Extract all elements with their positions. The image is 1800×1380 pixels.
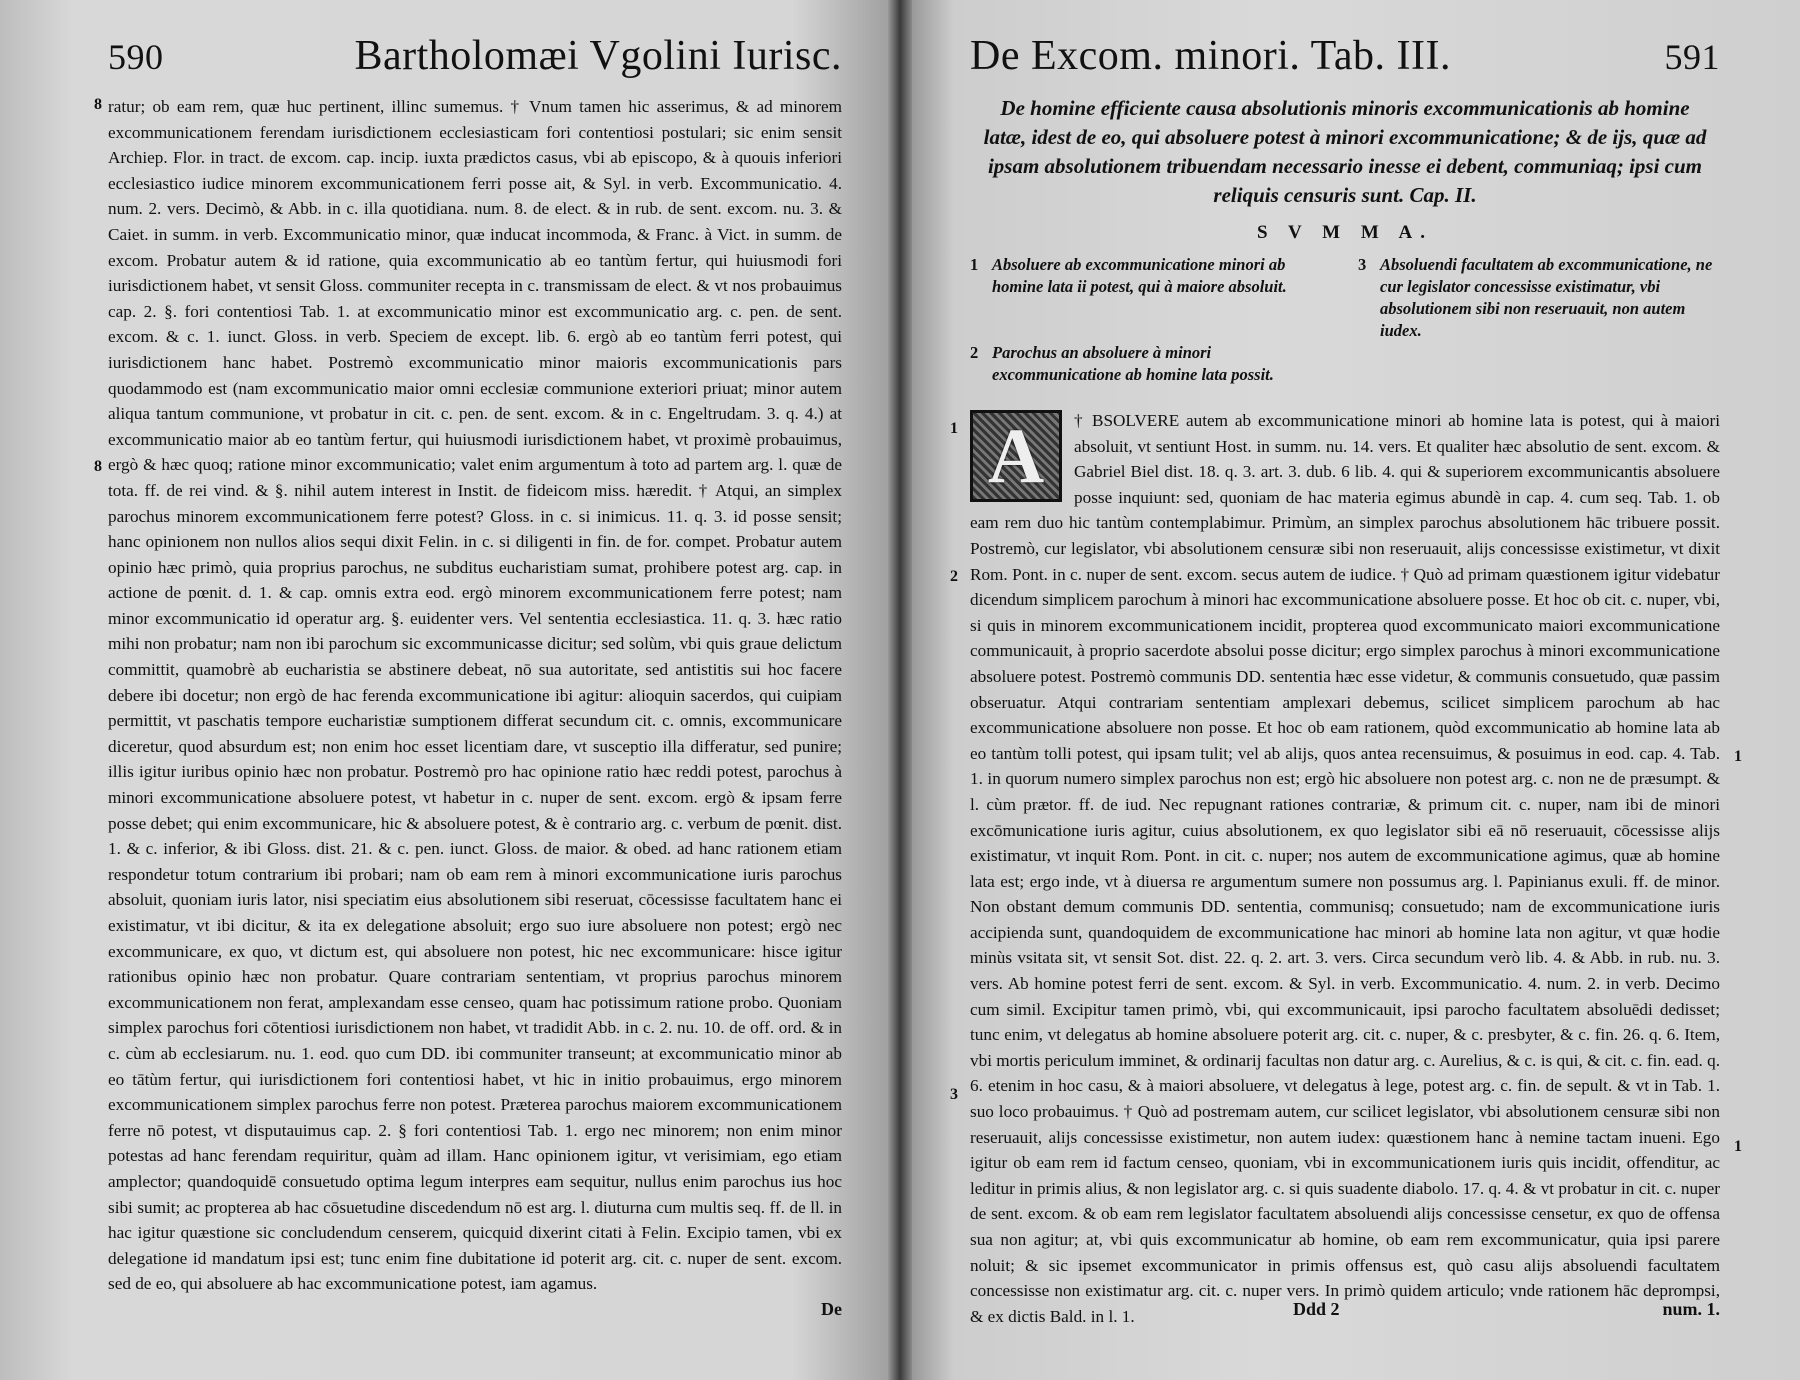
margin-marker: 1 (950, 420, 958, 437)
left-footer (108, 1299, 842, 1320)
summary-list (970, 254, 1720, 386)
summary-text: Absoluendi facultatem ab excommunicatione, ne cur legislator concessisse existimatur, vbi absolutionem sibi non reseruauit, non autem iudex. (1380, 255, 1713, 340)
margin-marker: 8 (94, 458, 102, 475)
right-page-number: 591 (1664, 37, 1720, 77)
summary-number: 1 (970, 255, 979, 274)
right-running-title: De Excom. minori. Tab. III. (970, 33, 1451, 79)
left-paragraph: ratur; ob eam rem, quæ huc pertinent, illinc sumemus. † Vnum tamen hic asserimus, & ad minorem excommunicationem ferendam iurisdictionem ecclesiasticam fori contentiosi postulari; sic enim sensit Archiep. Flor. in tract. de excom. cap. incip. iuxta prædictos casus, vbi ab episcopo, & à quouis inferiori ecclesiastico iudice minorem excommunicationem ferri posse ait, & Syl. in verb. Excommunicatio. 4. num. 2. vers. Decimò, & Abb. in c. illa quotidiana. num. 8. de elect. & in rub. de sent. excom. nu. 3. & Caiet. in summ. in verb. Excommunicatio minor, quæ inducat incommoda, & Franc. à Vict. in summ. de excom. Probatur autem & id ratione, quia excommunicatio ab eo tantùm fertur, qui huiusmodi fori iurisdictionem habet, vt sensit Gloss. communiter recepta in c. transmissam de elect. & vt nos probauimus cap. 2. §. fori contentiosi Tab. 1. at excommunicatio minor est excommunicatio arg. c. pen. de sent. excom. & c. 1. iunct. Gloss. in verb. Speciem de except. lib. 6. ergò ab eo tantùm ferri potest, qui iurisdictionem hanc habet. Postremò excommunicatio minor maioris excommunicationis pars quodammodo est (nam excommunicatio maior omni ecclesiæ communione exteriori priuat; minor autem aliqua tantum communione, vt probatur in cit. c. pen. de sent. excom. & in c. Engeltrudam. 3. q. 4.) at excommunicatio maior ab eo tantùm fertur, qui huiusmodi iurisdictionem habet, vt proximè probauimus, ergò & hæc quoq; ratione minor excommunicatio; valet enim argumentum à toto ad partem arg. l. quæ de tota. ff. de rei vind. & §. nihil autem interest in Instit. de fideicom miss. hæredit. † Atqui, an simplex parochus minorem excommunicationem ferre potest? Gloss. in c. si inimicus. 11. q. 3. id posse sensit; hanc opinionem non nullos alios sequi dixit Felin. in c. si diligenti in fin. de for. compet. Probatur autem opinio hæc primò, quia proprius parochus, ne subditus eucharistiam sumat, prohibere potest arg. cap. in actione de pœnit. d. 1. & cap. omnis extra eod. ergò minorem excommunicationem ferre potest; nam minor excommunicatio id operatur arg. §. euidenter vers. Vel sententia ecclesiastica. 11. q. 3. hæc ratio mihi non probatur; nam non ibi parochum sic excommunicasse dicitur; sed solùm, vbi quis graue delictum committit, quamobrè ab eucharistia se abstinere debeat, nō sua autoritate, sed antistitis sui hoc facere debere ibi docetur; non ergò de hac ferenda excommunicatione ibi agitur: alioquin sacerdos, qui cuipiam permittit, vt paschatis tempore eucharistiæ sumptionem differat secundum cit. c. omnis, excommunicare diceretur, quod absurdum est; non enim hoc esset licentiam dare, vt susceptio illa differatur, sed punire; illis igitur iuribus opinio hæc non probatur. Postremò pro hac opinione ratio hæc reddi potest, parochus à minori excommunicatione absoluere potest, vt habetur in c. nuper de sent. excom. ergò & ipsam ferre posse debet; qui enim excommunicare, hic & absoluere potest, & è contrario arg. c. verbum de pœnit. dist. 1. & c. inferior, & ibi Gloss. dist. 21. & c. pen. iunct. Gloss. de maior. & obed. ad hanc rationem etiam respondetur totum contrarium ibi probari; nam ob eam rem à minori excommunicatione iuris parochus absoluit, quoniam iuris lator, nisi speciatim eius absolutionem sibi reseruat, cōcessisse facultatem hanc ei existimatur, vt ibi dicitur, & ita ex delegatione absoluit; ergo suo iure absoluere non potest; ergò nec excommunicare, ex quo, vt dictum est, qui absoluere non potest, hic nec excommunicare: hisce igitur rationibus opinio hæc non probatur. Quare contrariam sententiam, vt proprius parochus minorem excommunicationem non ferat, amplexandam esse censeo, quam hac potissimum ratione probo. Quoniam simplex parochus fori cōtentiosi iurisdictionem non habet, vt tradidit Abb. in c. 2. nu. 10. de off. ord. & in c. cùm ab ecclesiarum. nu. 1. eod. quo cum DD. ibi communiter transeunt; at excommunicatio minor ab eo tātùm fertur, qui iurisdictionem fori contentiosi habet, vt hic in initio probauimus, ergo minorem excommunicationem simplex parochus ferre non potest. Præterea parochus maiorem excommunicationem ferre nō potest, vt disputauimus cap. 2. § fori contentiosi Tab. 1. ergo nec minorem; non enim minor potestas ad hanc ferendam requiritur, quàm ad illam. Hanc opinionem igitur, vt verisimiam, ego etiam amplector; quandoquidē consuetudo optima legum interpres eam sequitur, nullus enim parochus ius hoc sibi sumit; ac propterea ab hac cōsuetudine discedendum nō est arg. l. diuturna cum multis seq. ff. de ll. in hac igitur quæstione sic concludendum censerem, quicquid dixerint citati à Felin. Excipio tamen, vbi ex delegatione id mandatum ipsi est; tunc enim fine dubitatione id poterit arg. cit. c. nuper de sent. excom. sed de eo, qui absoluere ab hac excommunicatione potest, iam agamus. (108, 97, 842, 1294)
left-body-text (108, 94, 842, 1297)
margin-marker: 8 (94, 96, 102, 113)
chapter-heading: De homine efficiente causa absolutionis minoris excommunicationis ab homine latæ, idest de eo, qui absoluere potest à minori excommunicatione; & de ijs, quæ ad ipsam absolutionem tribuendam necessario inesse ei debent, communiaq; ipsi cum reliquis censuris sunt. Cap. II. (983, 96, 1707, 207)
right-running-head (970, 32, 1720, 80)
summary-text: Parochus an absoluere à minori excommunicatione ab homine lata possit. (992, 343, 1274, 384)
left-running-title: Bartholomæi Vgolini Iurisc. (354, 33, 842, 79)
margin-marker: 3 (950, 1086, 958, 1103)
left-running-head (108, 32, 842, 80)
summary-item (970, 342, 1332, 386)
margin-marker: 2 (950, 568, 958, 585)
summary-text: Absoluere ab excommunicatione minori ab homine lata ii potest, qui à maiore absoluit. (992, 255, 1287, 296)
summa-title: S V M M A. (1257, 222, 1433, 243)
margin-marker: 1 (1734, 1138, 1742, 1155)
decorated-initial: A (970, 410, 1062, 502)
left-page-number: 590 (108, 37, 164, 77)
margin-marker: 1 (1734, 748, 1742, 765)
left-catchword: De (821, 1299, 842, 1319)
summary-number: 2 (970, 343, 979, 362)
right-catchword: num. 1. (1662, 1299, 1720, 1319)
book-gutter (888, 0, 912, 1380)
signature-mark: Ddd 2 (1292, 1299, 1340, 1319)
right-body-text (970, 408, 1720, 1329)
summary-number: 3 (1358, 255, 1367, 274)
summary-item (970, 254, 1332, 342)
right-footer (970, 1299, 1720, 1320)
right-page (900, 0, 1800, 1380)
summary-item (1358, 254, 1720, 342)
right-paragraph: † BSOLVERE autem ab excommunicatione minori ab homine lata is potest, qui à maiori absoluit, vt sentiunt Host. in summ. nu. 14. vers. Et qualiter hæc absolutio de sent. excom. & Gabriel Biel dist. 18. q. 3. art. 3. dub. 6 lib. 4. qui & superiorem excommunicantis absoluere posse inquiunt: sed, quoniam de hac materia egimus abundè in cap. 4. cum seq. Tab. 1. ob eam rem duo hic tantùm contemplabimur. Primùm, an simplex parochus absolutionem hāc tribuere possit. Postremò, cur legislator, vbi absolutionem censuræ sibi non reseruauit, alijs concessisse existimetur, vt dixit Rom. Pont. in c. nuper de sent. excom. secus autem de iudice. † Quò ad primam quæstionem igitur videbatur dicendum simplicem parochum à minori hac excommunicatione absoluere posse. Et hoc ob cit. c. nuper, vbi, si quis in minorem excommunicationem incidit, propterea quod excommunicato maiori excommunicatione communicauit, à proprio sacerdote absolui posse dicitur; ergo simplex parochus à minori excommunicatione absoluere potest. Postremò communis DD. sententia hæc esse videtur, & communis consuetudo, quæ passim obseruatur. Atqui contrariam sententiam amplexari debemus, scilicet simplicem parochum ab hac excommunicatione absoluere non posse. Et hoc ob eam rationem, quòd excommunicatio ab homine lata ab eo tantùm tolli potest, qui ipsam tulit; vel ab alijs, quos antea recensuimus, & posuimus in eod. cap. 4. Tab. 1. in quorum numero simplex parochus non est; ergò hic absoluere non potest arg. c. non ne de præsumpt. & l. cùm prætor. ff. de iud. Nec repugnant rationes contrariæ, & primum cit. c. nuper, nam ibi de minori excōmunicatione iuris agitur, cuius absolutionem, ex quo legislator sibi eā nō reseruauit, cōcessisse alijs existimatur, vt inquit Rom. Pont. in cit. c. nuper; nos autem de excommunicatione agimus, quæ ab homine lata est; ergo inde, vt à diuersa re argumentum sumere non possumus arg. l. Papinianus exuli. ff. de minor. Non obstant demum communis DD. sententia, communisq; consuetudo; nam de excommunicatione iuris accipienda sunt, quandoquidem de excommunicatione hac minori ab homine lata non agitur, vt quæ hodie minùs vsitata sit, vt sensit Sot. dist. 22. q. 2. art. 3. vers. Circa secundum verò lib. 4. & Abb. in rub. nu. 3. vers. Ab homine potest ferri de sent. excom. & Syl. in verb. Excommunicatio. 4. num. 2. in verb. Decimo cum simil. Excipitur tamen primò, vbi, qui excommunicauit, ipsi parocho facultatem absoluēdi dedisset; tunc enim, vt delegatus ab homine absoluere poterit arg. cit. c. nuper, & c. presbyter, & c. fin. 26. q. 6. Item, vbi mortis periculum imminet, & ordinarij facultas non datur arg. c. Aurelius, & c. is qui, & cit. c. fin. ead. q. 6. etenim in hoc casu, & à maiori absoluere, vt delegatus à lege, potest arg. c. fin. de sepult. & vt in Tab. 1. suo loco probauimus. † Quò ad postremam autem, cur scilicet legislator, vbi absolutionem censuræ sibi non reseruauit, alijs concessisse existimetur, non autem iudex: quæstionem hanc à nemine tactam inueni. Ego igitur ob eam rem id factum censeo, quoniam, vbi in excommunicationem iuris quis incidit, offenditur, ac leditur in primis alius, & non legislator arg. c. si quis suadente diabolo. 17. q. 4. & vt probatur in cit. c. nuper de sent. excom. & ob eam rem legislator facultatem absoluendi alijs concessisse censetur, ex quo de offensa sua non agitur; at, vbi quis excommunicatur ab homine, ob eam rem excommunicatur, quia ipsi parere noluit; & sic ipsemet excommunicator in primis offensus est, quò casu alijs absoluendi facultatem concessisse non existimatur arg. cit. c. nuper vers. In primò quidem articulo; vnde rationem hāc deprompsi, & ex dictis Bald. in l. 1. (970, 411, 1720, 1326)
